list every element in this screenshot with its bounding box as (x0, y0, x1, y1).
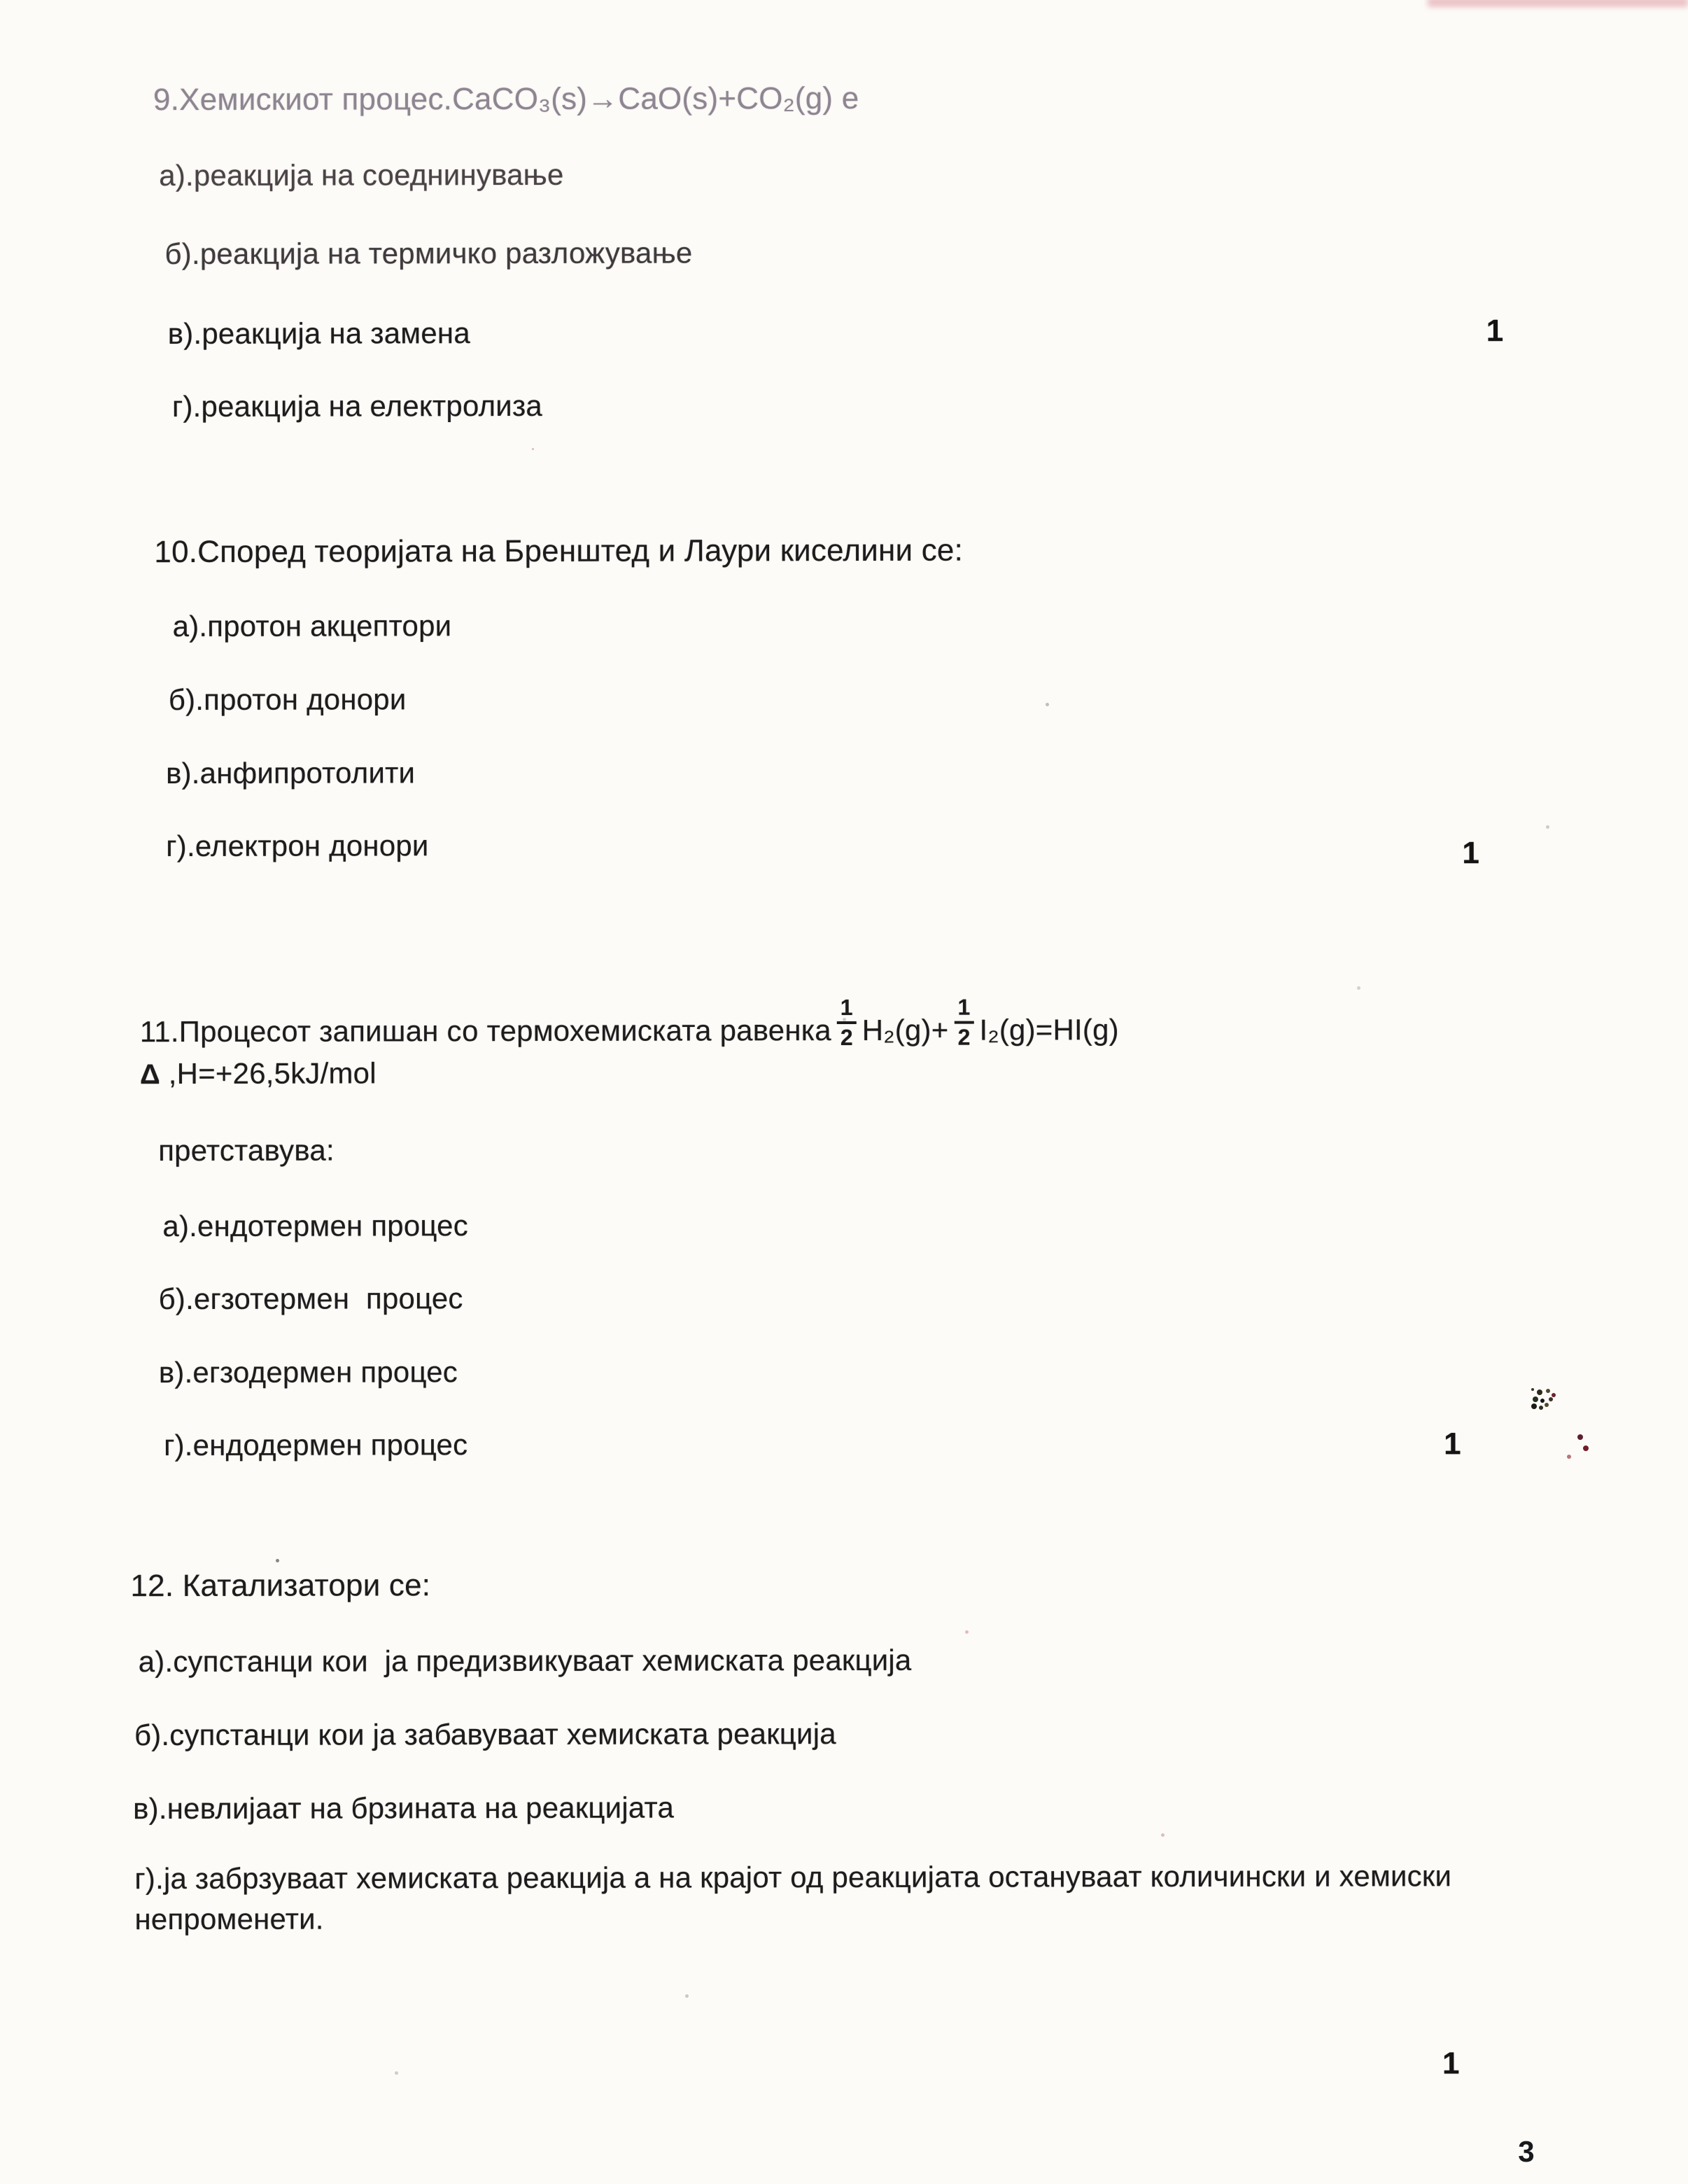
question-10-option-v: в).анфипротолити (165, 756, 416, 790)
fraction-one-half (954, 996, 973, 1049)
question-9-option-a: а).реакција на соеднинување (159, 158, 564, 192)
delta-symbol: Δ (139, 1059, 160, 1091)
question-11-option-g: г).ендодермен процес (164, 1428, 468, 1462)
question-12-points: 1 (1442, 2046, 1460, 2081)
fraction-denominator: 2 (954, 1021, 973, 1049)
question-9-option-v: в).реакција на замена (167, 316, 470, 351)
question-12-option-b: б).супстанци кои ја забавуваат хемиската реакција (134, 1717, 836, 1752)
question-12-option-a: а).супстанци кои ја предизвикуваат хемиската реакција (138, 1643, 912, 1679)
question-9-title: 9.Хемискиот процес.CaCO₃(s)→CaO(s)+CO₂(g) е (153, 80, 859, 118)
fraction-one-half (837, 996, 857, 1049)
question-12-option-v: в).невлијаат на брзината на реакцијата (133, 1791, 675, 1826)
question-11-enthalpy-line (140, 1054, 377, 1093)
question-11-option-b: б).егзотермен процес (158, 1282, 463, 1316)
question-10-option-a: а).протон акцептори (172, 609, 452, 643)
question-11-option-v: в).егзодермен процес (158, 1355, 458, 1390)
question-11-points: 1 (1444, 1427, 1461, 1462)
question-9-points: 1 (1486, 314, 1504, 349)
fraction-denominator: 2 (837, 1021, 857, 1049)
question-10-option-b: б).протон донори (168, 682, 407, 717)
question-10-option-g: г).електрон донори (166, 829, 429, 863)
fraction-numerator: 1 (840, 994, 853, 1021)
equation-term-i2: I₂(g)=HI(g) (979, 1012, 1119, 1046)
page-number: 3 (1518, 2134, 1535, 2168)
question-9-option-b: б).реакција на термичко разложување (164, 236, 693, 271)
question-11-equation-line (139, 978, 1119, 1051)
question-11-lead-in: претставува: (158, 1133, 335, 1168)
question-12-option-g: г).ја забрзуваат хемиската реакција а на крајот од реакцијата остануваат количински и хемиски непроменети. (134, 1859, 1461, 1936)
equation-term-h2: H₂(g)+ (861, 1013, 949, 1046)
question-12-title: 12. Катализатори се: (130, 1568, 431, 1604)
question-11-option-a: а).ендотермен процес (162, 1209, 468, 1243)
question-11-title: 11.Процесот запишан со термохемиската равенка (139, 1013, 831, 1048)
question-10-points: 1 (1462, 836, 1479, 871)
question-9-option-g: г).реакција на електролиза (171, 388, 543, 424)
fraction-numerator: 1 (957, 994, 971, 1020)
question-10-title: 10.Според теоријата на Бренштед и Лаури киселини се: (154, 533, 964, 570)
enthalpy-value: ,H=+26,5kJ/mol (168, 1056, 377, 1091)
